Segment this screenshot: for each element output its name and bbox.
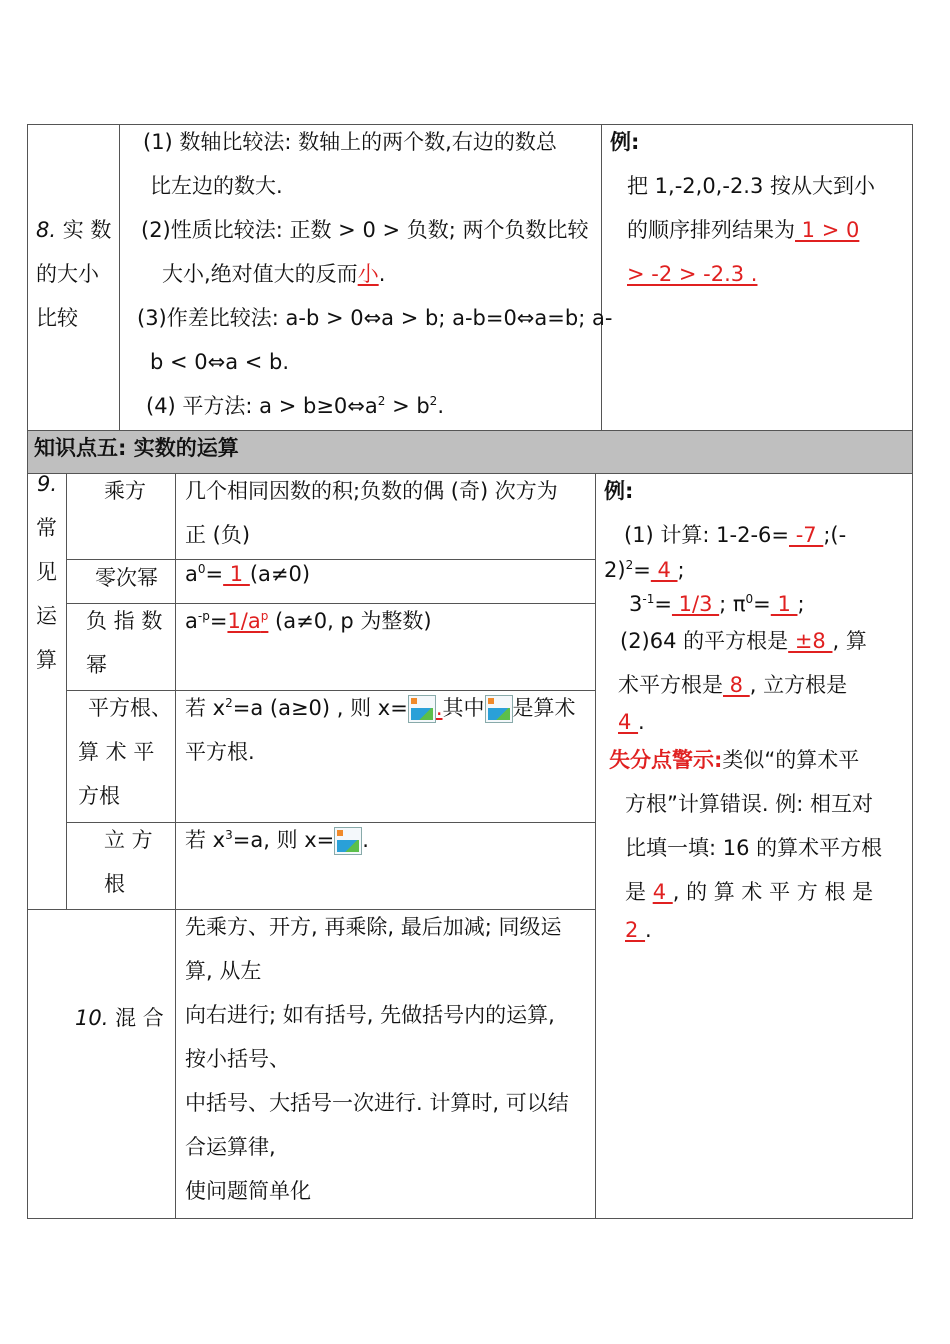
answer-blank: 8 bbox=[723, 673, 750, 697]
formula-image-icon bbox=[485, 695, 513, 723]
sqrt-label-cont: 算 术 平 bbox=[78, 740, 155, 764]
row8-title-line1: 8. 实 数 bbox=[36, 218, 112, 242]
col-divider bbox=[66, 473, 67, 909]
row9-label-char: 算 bbox=[36, 648, 57, 672]
example-answer bbox=[627, 252, 757, 296]
compare-method-3-cont: b < 0⇔a < b. bbox=[150, 350, 290, 374]
section-title: 知识点五: 实数的运算 bbox=[34, 436, 239, 460]
answer-blank: 1/3 bbox=[671, 592, 720, 616]
row9-label-char: 见 bbox=[36, 560, 57, 584]
table-border-left bbox=[27, 124, 28, 1219]
example-text: 把 1,-2,0,-2.3 按从大到小 bbox=[627, 174, 876, 198]
negative-power-formula: $a^{-p}=1/a^p$ (a≠0, p 为整数) bbox=[185, 609, 432, 633]
table-border-right bbox=[912, 124, 913, 1219]
compare-method-2-cont: 大小,绝对值大的反而小. bbox=[162, 262, 386, 286]
answer-blank: 4 bbox=[652, 880, 673, 904]
example-line: 术平方根是 8 , 立方根是 bbox=[618, 673, 848, 697]
compare-method-1-cont: 比左边的数大. bbox=[150, 174, 283, 198]
sqrt-label-cont: 方根 bbox=[78, 784, 120, 808]
compare-method-2: (2)性质比较法: 正数 > 0 > 负数; 两个负数比较 bbox=[141, 218, 589, 242]
answer-blank: 4 bbox=[618, 710, 639, 734]
example-line: (1) 计算: 1-2-6= -7 ;(- bbox=[624, 523, 847, 547]
row9-number: 9. bbox=[37, 472, 58, 496]
example-text: 的顺序排列结果为 1 > 0 bbox=[627, 218, 860, 242]
zero-power-label: 零次幂 bbox=[95, 566, 158, 590]
answer-blank: ±8 bbox=[788, 629, 833, 653]
example-line: $3^{-1}= 1/3$ ; $\pi^0= 1$ ; bbox=[629, 592, 805, 616]
warning-line: 2 . bbox=[625, 918, 652, 942]
example-label: 例: bbox=[604, 479, 634, 503]
sqrt-formula: 若 $x^2=a$ (a≥0) , 则 x= .其中 是算术 bbox=[185, 686, 576, 730]
power-desc-cont: 正 (负) bbox=[185, 523, 251, 547]
warning-label: 失分点警示: bbox=[609, 748, 723, 772]
warning-line: 比填一填: 16 的算术平方根 bbox=[625, 836, 883, 860]
answer-blank: 2 bbox=[625, 918, 646, 942]
sqrt-label: 平方根、 bbox=[88, 696, 172, 720]
answer-blank: > -2 > -2.3 . bbox=[627, 262, 758, 286]
mixed-ops-text: 算, 从左 bbox=[185, 959, 262, 983]
zero-power-formula: $a^0= 1$ (a≠0) bbox=[185, 562, 311, 586]
answer-blank: 4 bbox=[650, 558, 678, 582]
col-divider bbox=[601, 124, 602, 430]
negative-power-label-cont: 幂 bbox=[86, 653, 107, 677]
table-border-bottom bbox=[27, 1218, 913, 1219]
mixed-ops-text: 先乘方、开方, 再乘除, 最后加减; 同级运 bbox=[185, 915, 562, 939]
col-divider bbox=[119, 124, 120, 430]
col-divider bbox=[175, 473, 176, 1218]
example-label: 例: bbox=[610, 130, 640, 154]
answer-blank: 1 bbox=[770, 592, 798, 616]
mixed-ops-text: 使问题简单化 bbox=[185, 1179, 311, 1203]
sqrt-formula-cont: 平方根. bbox=[185, 740, 255, 764]
mixed-ops-text: 合运算律, bbox=[185, 1135, 276, 1159]
cbrt-formula: 若 $x^3=a$, 则 x= . bbox=[185, 818, 369, 862]
warning-line: 失分点警示:类似“的算术平 bbox=[609, 748, 860, 772]
row9-label-char: 运 bbox=[36, 604, 57, 628]
example-line: (2)64 的平方根是 ±8 , 算 bbox=[620, 629, 867, 653]
example-line: 2)$^2$= 4 ; bbox=[604, 558, 685, 582]
answer-blank: 1 > 0 bbox=[795, 218, 860, 242]
warning-line: 方根”计算错误. 例: 相互对 bbox=[625, 792, 873, 816]
col-divider bbox=[595, 473, 596, 1218]
answer-blank: -7 bbox=[789, 523, 824, 547]
answer-blank: 1 bbox=[223, 562, 250, 586]
formula-image-icon bbox=[408, 695, 436, 723]
negative-power-label: 负 指 数 bbox=[86, 609, 163, 633]
cbrt-label-cont: 根 bbox=[104, 872, 125, 896]
power-desc: 几个相同因数的积;负数的偶 (奇) 次方为 bbox=[185, 479, 558, 503]
row8-title-line3: 比较 bbox=[36, 306, 78, 330]
compare-method-1: (1) 数轴比较法: 数轴上的两个数,右边的数总 bbox=[143, 130, 557, 154]
row10-label: 10. 混 合 bbox=[75, 1006, 164, 1030]
cbrt-label: 立 方 bbox=[104, 828, 153, 852]
mixed-ops-text: 按小括号、 bbox=[185, 1047, 290, 1071]
example-line: 4 . bbox=[618, 710, 645, 734]
answer-blank: . bbox=[435, 696, 443, 720]
answer-blank: 小 bbox=[357, 262, 379, 286]
row9-label-char: 常 bbox=[36, 516, 57, 540]
answer-blank: $1/a^p$ bbox=[227, 609, 269, 633]
warning-line: 是 4 , 的 算 术 平 方 根 是 bbox=[625, 880, 874, 904]
compare-method-4: (4) 平方法: $a > b\ge 0\Leftrightarrow a^2 > b^2$. bbox=[146, 394, 444, 418]
row8-title-line2: 的大小 bbox=[36, 262, 99, 286]
mixed-ops-text: 中括号、大括号一次进行. 计算时, 可以结 bbox=[185, 1091, 569, 1115]
power-label: 乘方 bbox=[104, 479, 146, 503]
mixed-ops-text: 向右进行; 如有括号, 先做括号内的运算, bbox=[185, 1003, 555, 1027]
compare-method-3: (3)作差比较法: a-b > 0⇔a > b; a-b=0⇔a=b; a- bbox=[137, 306, 613, 330]
formula-image-icon bbox=[334, 827, 362, 855]
